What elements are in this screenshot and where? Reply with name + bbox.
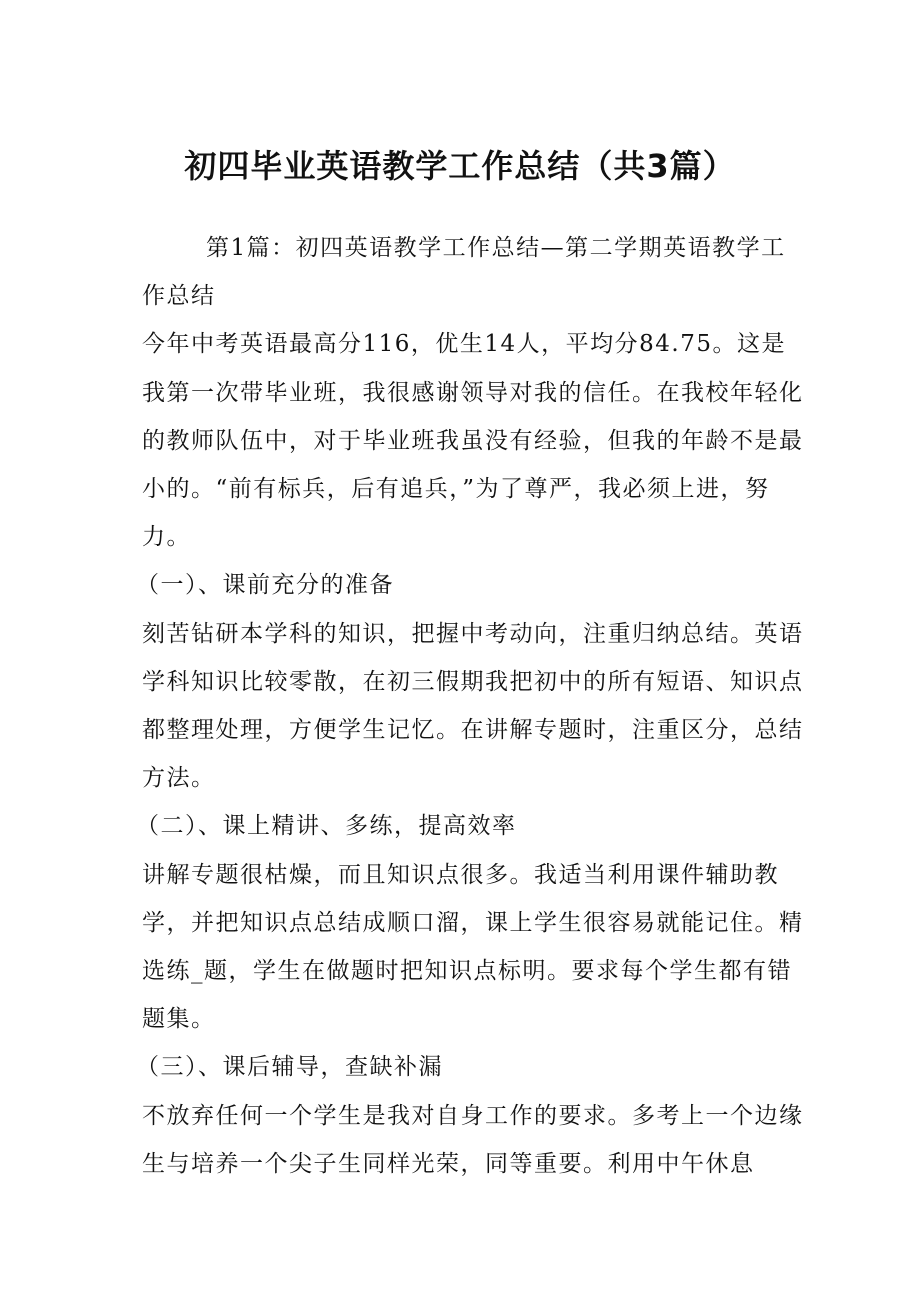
document-body	[136, 224, 807, 1188]
chapter-heading: 第1篇：初四英语教学工作总结—第二学期英语教学工作总结	[142, 235, 786, 310]
body-paragraph: 讲解专题很枯燥，而且知识点很多。我适当利用课件辅助教学，并把知识点总结成顺口溜，课上学生很容易就能记住。精选练_题，学生在做题时把知识点标明。要求每个学生都有错题集。	[142, 861, 804, 1033]
body-paragraph: 今年中考英语最高分116，优生14人，平均分84.75。这是我第一次带毕业班，我很感谢领导对我的信任。在我校年轻化的教师队伍中，对于毕业班我虽没有经验，但我的年龄不是最小的。“前有标兵，后有追兵，”为了尊严，我必须上进，努力。	[142, 331, 804, 551]
body-paragraph: 刻苦钻研本学科的知识，把握中考动向，注重归纳总结。英语学科知识比较零散，在初三假期我把初中的所有短语、知识点都整理处理，方便学生记忆。在讲解专题时，注重区分，总结方法。	[142, 620, 804, 792]
section-heading: （三）、课后辅导，查缺补漏	[136, 1054, 443, 1081]
document-title: 初四毕业英语教学工作总结（共3篇）	[184, 147, 736, 185]
section-heading: （一）、课前充分的准备	[136, 572, 394, 599]
body-paragraph: 不放弃任何一个学生是我对自身工作的要求。多考上一个边缘生与培养一个尖子生同样光荣，同等重要。利用中午休息	[142, 1102, 804, 1177]
section-heading: （二）、课上精讲、多练，提高效率	[136, 813, 517, 840]
